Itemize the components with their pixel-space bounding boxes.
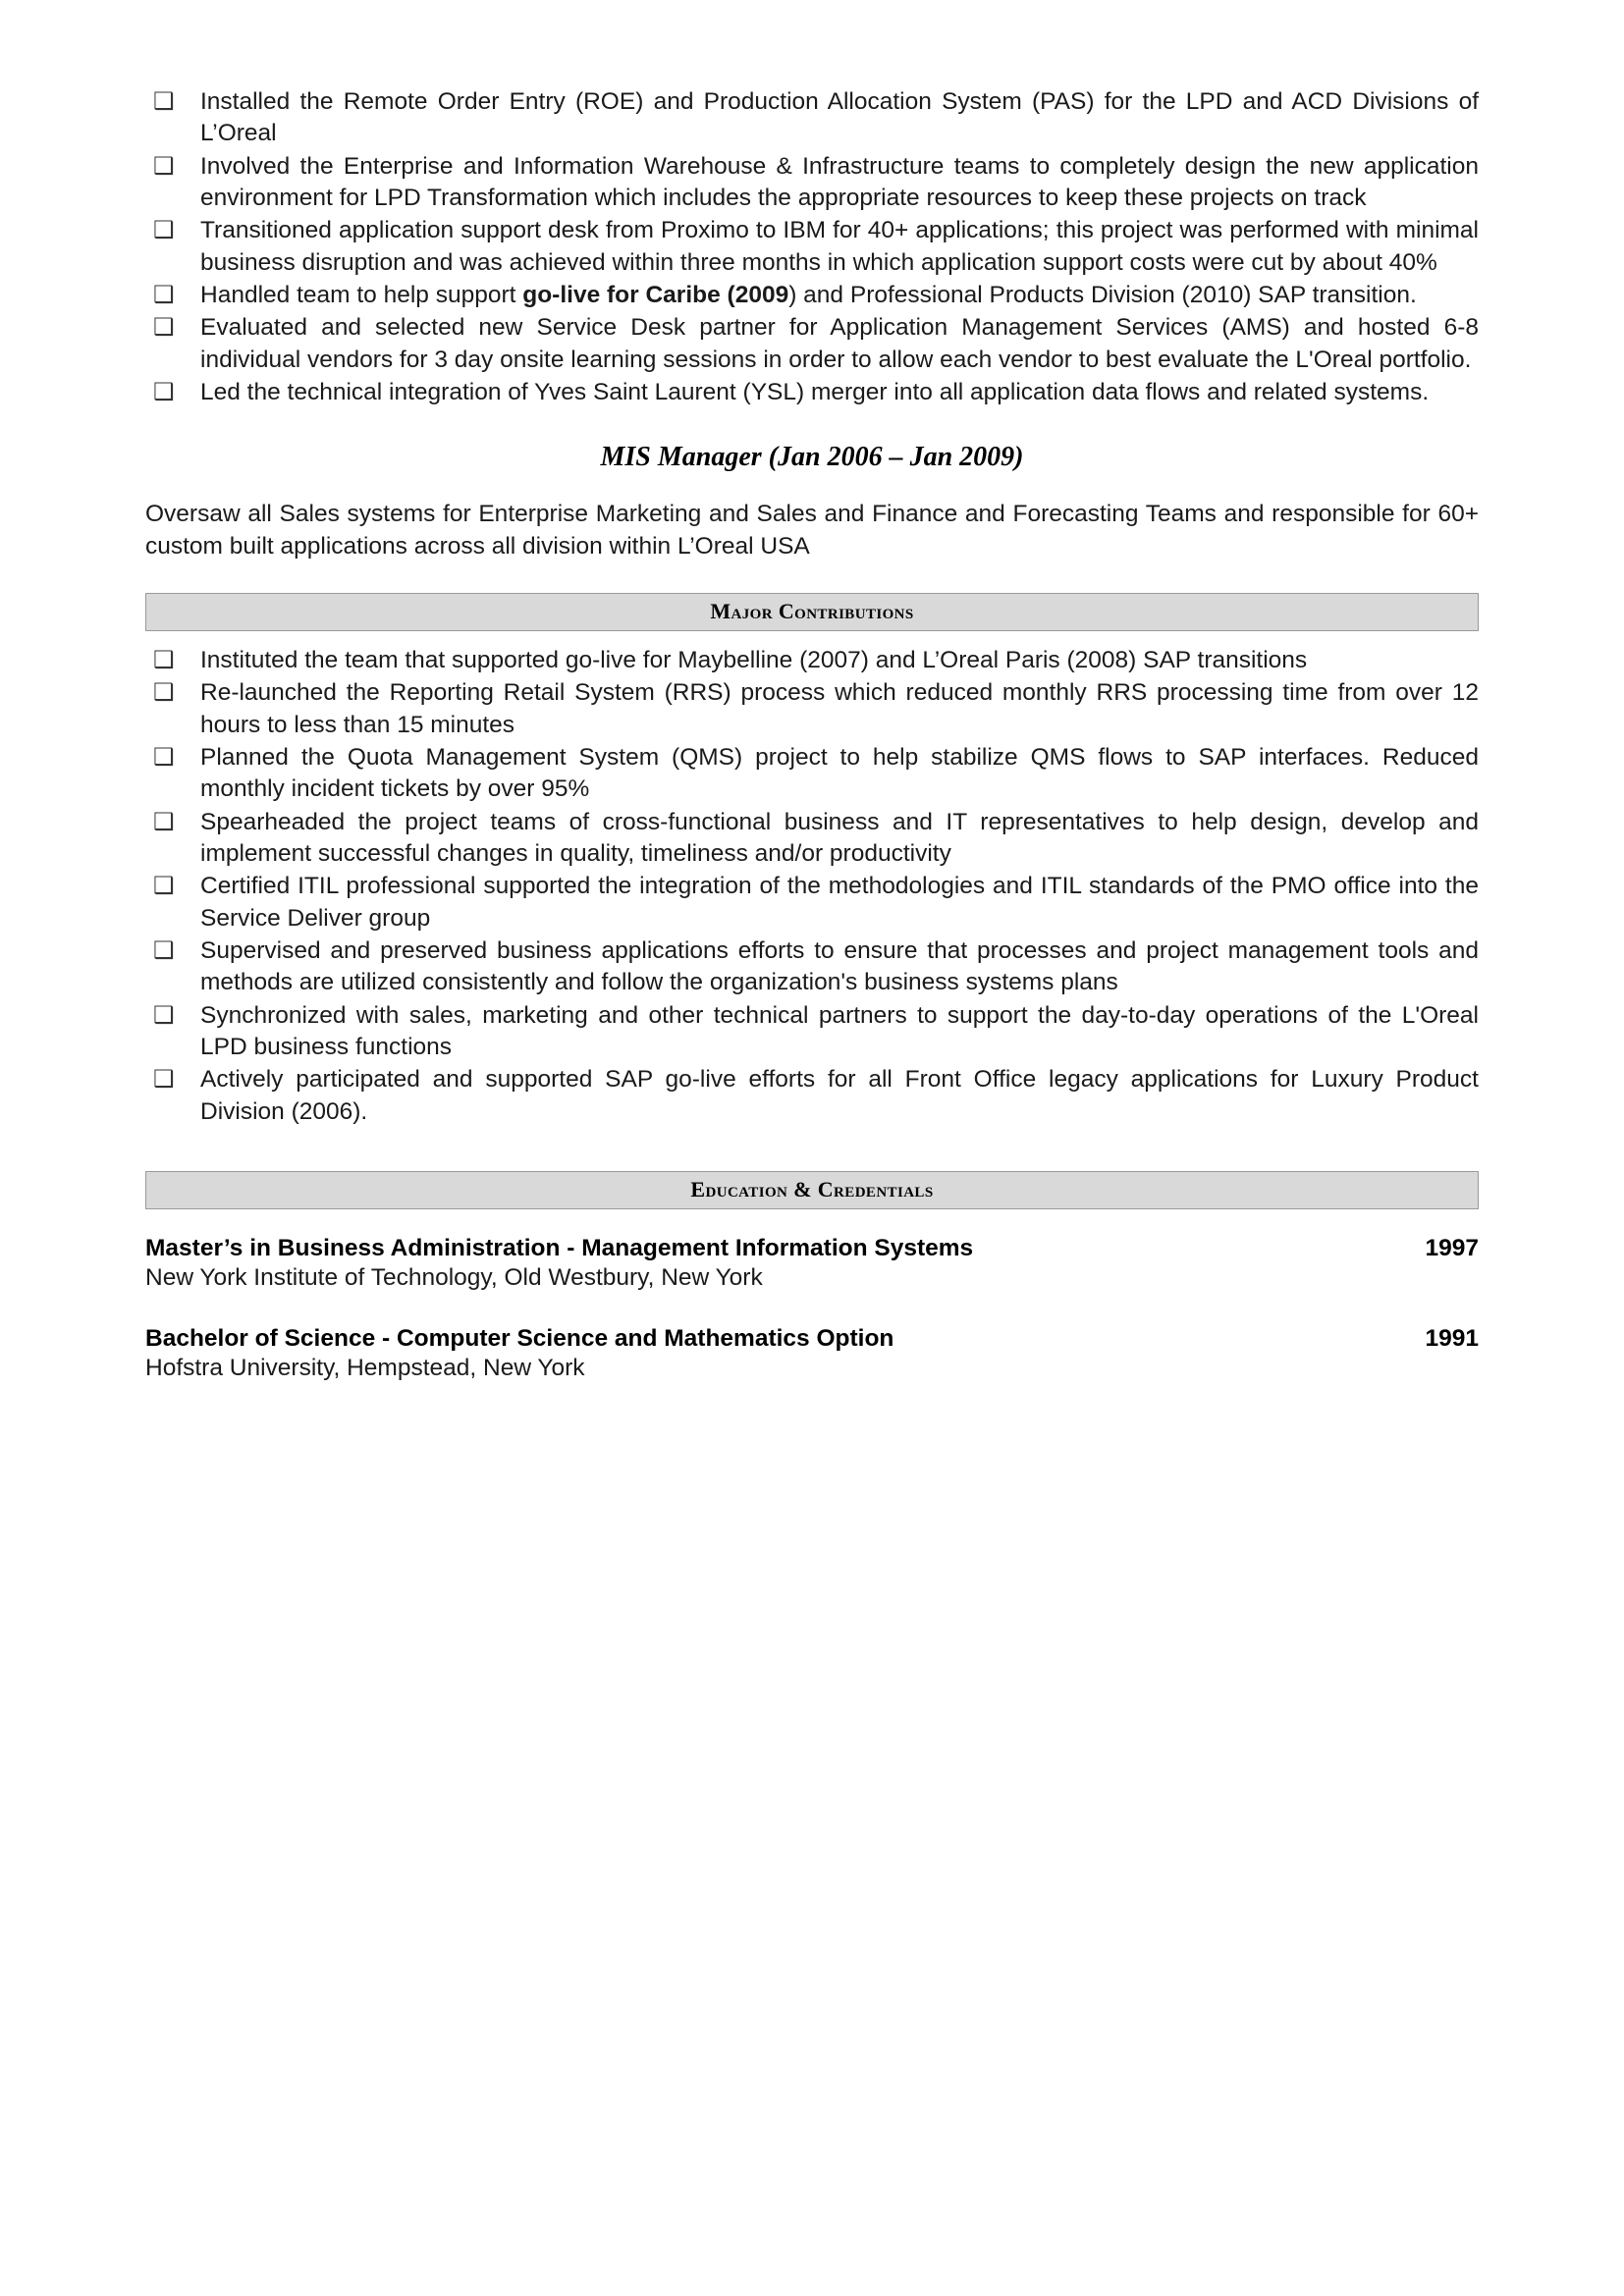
list-item	[145, 215, 1479, 279]
spacer	[145, 1292, 1479, 1315]
list-item	[145, 742, 1479, 806]
bullet-icon: ❑	[153, 807, 175, 835]
list-item	[145, 1064, 1479, 1128]
education-entry	[145, 1235, 1479, 1292]
list-item-text: Certified ITIL professional supported the integration of the methodologies and ITIL standards of the PMO office into the Service Deliver group	[200, 873, 1479, 932]
list-item	[145, 377, 1479, 408]
list-item	[145, 1000, 1479, 1064]
list-item-text-suffix: ) and Professional Products Division (2010) SAP transition.	[788, 281, 1417, 308]
list-item-text: Planned the Quota Management System (QMS) project to help stabilize QMS flows to SAP interfaces. Reduced monthly incident tickets by over 95%	[200, 743, 1479, 803]
list-item-text: Evaluated and selected new Service Desk partner for Application Management Services (AMS) and hosted 6-8 individual vendors for 3 day onsite learning sessions in order to allow each vendor to best evaluate the L'Oreal portfolio.	[200, 314, 1479, 373]
list-item	[145, 677, 1479, 741]
list-item-text: Transitioned application support desk from Proximo to IBM for 40+ applications; this project was performed with minimal business disruption and was achieved within three months in which application support costs were cut by about 40%	[200, 217, 1479, 276]
education-degree-row	[145, 1325, 1479, 1353]
major-contributions-list	[145, 645, 1479, 1128]
list-item-text: Instituted the team that supported go-live for Maybelline (2007) and L’Oreal Paris (2008) SAP transitions	[200, 646, 1308, 673]
bullet-icon: ❑	[153, 935, 175, 964]
education-degree: Bachelor of Science - Computer Science and Mathematics Option	[145, 1324, 894, 1352]
bullet-icon: ❑	[153, 645, 175, 673]
section-header-label: Education & Credentials	[690, 1176, 934, 1201]
list-item-text: Involved the Enterprise and Information Warehouse & Infrastructure teams to completely design the new application environment for LPD Transformation which includes the appropriate resources to keep these projects on track	[200, 152, 1479, 211]
bullet-icon: ❑	[153, 216, 175, 244]
job-summary: Oversaw all Sales systems for Enterprise Marketing and Sales and Finance and Forecasting Teams and responsible for 60+ custom built applications across all division within L’Oreal USA	[145, 501, 1479, 561]
list-item-text-bold: go-live for Caribe (2009	[522, 281, 789, 308]
list-item	[145, 807, 1479, 871]
list-item	[145, 151, 1479, 215]
list-item-text: Actively participated and supported SAP go-live efforts for all Front Office legacy applications for Luxury Product Division (2006).	[200, 1066, 1479, 1125]
list-item	[145, 871, 1479, 934]
bullet-icon: ❑	[153, 87, 175, 115]
list-item-text: Spearheaded the project teams of cross-functional business and IT representatives to help design, develop and implement successful changes in quality, timeliness and/or productivity	[200, 808, 1479, 867]
education-school: New York Institute of Technology, Old Westbury, New York	[145, 1263, 763, 1291]
top-bullet-list	[145, 86, 1479, 408]
job-title: MIS Manager (Jan 2006 – Jan 2009)	[600, 442, 1024, 473]
list-item	[145, 280, 1479, 311]
education-degree-row	[145, 1235, 1479, 1262]
list-item-text: Led the technical integration of Yves Saint Laurent (YSL) merger into all application data flows and related systems.	[200, 378, 1430, 405]
section-header-major-contributions	[145, 593, 1479, 631]
list-item-text: Installed the Remote Order Entry (ROE) and Production Allocation System (PAS) for the LPD and ACD Divisions of L’Oreal	[200, 88, 1479, 147]
bullet-icon: ❑	[153, 280, 175, 308]
bullet-icon: ❑	[153, 742, 175, 771]
education-year: 1991	[1425, 1324, 1479, 1352]
bullet-icon: ❑	[153, 1065, 175, 1094]
section-header-label: Major Contributions	[710, 598, 914, 623]
bullet-icon: ❑	[153, 1000, 175, 1029]
list-item-text-prefix: Handled team to help support	[200, 281, 523, 308]
education-entry	[145, 1325, 1479, 1382]
list-item-text: Supervised and preserved business applications efforts to ensure that processes and project management tools and methods are utilized consistently and follow the organization's business systems plans	[200, 936, 1479, 996]
list-item	[145, 86, 1479, 150]
education-school: Hofstra University, Hempstead, New York	[145, 1354, 585, 1381]
list-item-text: Synchronized with sales, marketing and other technical partners to support the day-to-day operations of the L'Oreal LPD business functions	[200, 1001, 1479, 1060]
list-item	[145, 645, 1479, 676]
education-year: 1997	[1425, 1234, 1479, 1261]
list-item	[145, 312, 1479, 376]
education-degree: Master’s in Business Administration - Management Information Systems	[145, 1234, 974, 1261]
list-item-text	[200, 282, 1417, 308]
bullet-icon: ❑	[153, 678, 175, 707]
bullet-icon: ❑	[153, 872, 175, 900]
section-header-education-credentials	[145, 1171, 1479, 1209]
list-item	[145, 935, 1479, 999]
list-item-text: Re-launched the Reporting Retail System (RRS) process which reduced monthly RRS processing time from over 12 hours to less than 15 minutes	[200, 679, 1479, 738]
bullet-icon: ❑	[153, 151, 175, 180]
bullet-icon: ❑	[153, 377, 175, 405]
bullet-icon: ❑	[153, 313, 175, 342]
